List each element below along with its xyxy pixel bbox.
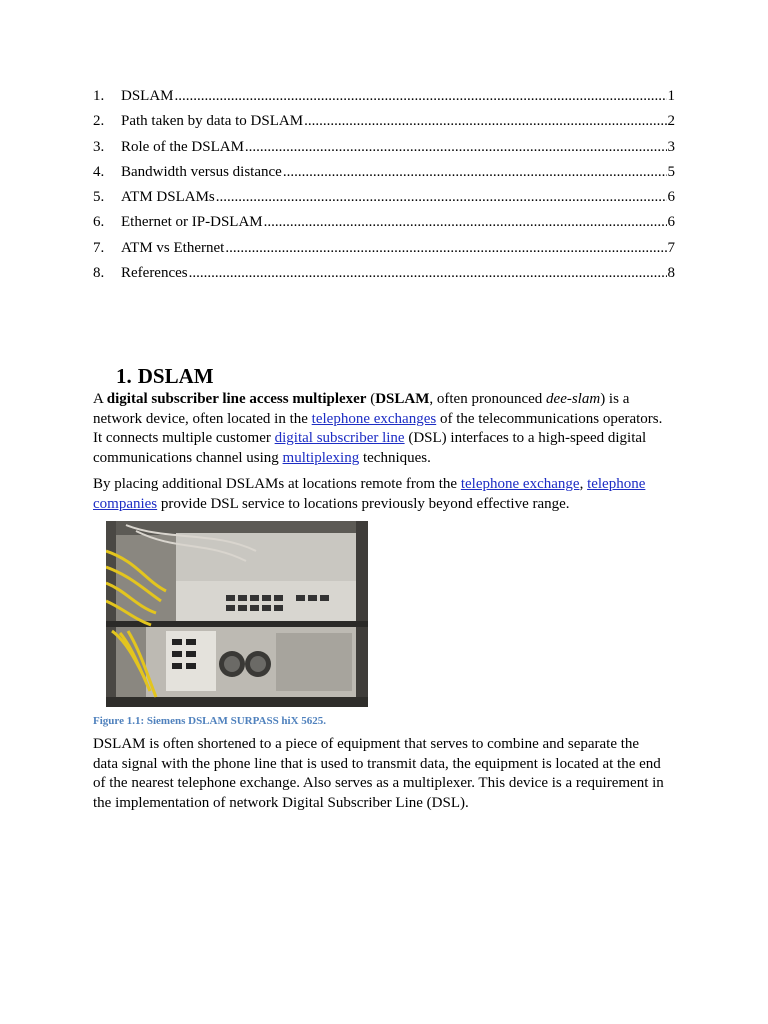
- toc-title: Ethernet or IP-DSLAM: [121, 214, 263, 231]
- section-heading: [116, 364, 214, 389]
- toc-number: 4.: [93, 163, 105, 180]
- text-run: By placing additional DSLAMs at locations remote from the: [93, 476, 461, 492]
- toc-title: Bandwidth versus distance: [121, 163, 282, 180]
- link-multiplexing[interactable]: multiplexing: [282, 449, 360, 466]
- section-number: 1.: [116, 364, 132, 388]
- toc-title: Role of the DSLAM: [121, 138, 244, 155]
- toc-entry[interactable]: [93, 212, 675, 237]
- pronunciation: dee-slam: [546, 391, 601, 407]
- toc-title: Path taken by data to DSLAM: [121, 113, 304, 130]
- text-run: (DSL) interfaces to a high-speed digital communications channel using: [93, 430, 647, 466]
- remote-dslam-paragraph: [93, 475, 665, 514]
- toc-leader: [245, 137, 667, 157]
- toc-leader: [264, 212, 667, 232]
- toc-number: 8.: [93, 265, 105, 282]
- text-run: A: [93, 391, 107, 407]
- toc-page: 3: [667, 138, 675, 155]
- toc-number: 7.: [93, 239, 105, 256]
- toc-entry[interactable]: [93, 238, 675, 263]
- dslam-equipment-photo: [106, 521, 368, 707]
- text-run: (: [366, 391, 376, 407]
- table-of-contents: [93, 86, 675, 288]
- toc-entry[interactable]: [93, 263, 675, 288]
- toc-title: References: [121, 265, 188, 282]
- toc-page: 1: [667, 88, 675, 104]
- section-title: DSLAM: [137, 364, 214, 388]
- text-run: ) is a network device, often located in the: [93, 391, 630, 427]
- toc-leader: [225, 238, 666, 258]
- toc-leader: [189, 263, 667, 283]
- text-run: ,: [579, 476, 588, 492]
- toc-title: ATM vs Ethernet: [121, 239, 225, 256]
- toc-entry[interactable]: [93, 111, 675, 136]
- toc-leader: [283, 162, 667, 182]
- toc-number: 1.: [93, 88, 105, 104]
- link-telephone-exchanges[interactable]: telephone exchanges: [311, 410, 437, 427]
- link-telephone-companies[interactable]: telephone companies: [93, 476, 646, 512]
- dslam-rack-illustration: [106, 521, 368, 707]
- bold-term: digital subscriber line access multiplexer: [106, 391, 367, 407]
- text-run: techniques.: [359, 449, 431, 466]
- bold-abbreviation: DSLAM: [375, 391, 430, 407]
- toc-page: 2: [667, 113, 675, 130]
- text-run: , often pronounced: [429, 391, 547, 407]
- toc-leader: [175, 86, 667, 106]
- toc-page: 7: [667, 239, 675, 256]
- toc-number: 3.: [93, 138, 105, 155]
- toc-entry[interactable]: [93, 86, 675, 111]
- link-digital-subscriber-line[interactable]: digital subscriber line: [274, 430, 405, 446]
- dslam-description-paragraph: DSLAM is often shortened to a piece of equipment that serves to combine and separate the data signal with the phone line that is used to transmit data, the equipment is located at the end of the nearest telephone exchange. Also serves as a multiplexer. This device is a requirement in the implementation of network Digital Subscriber Line (DSL).: [93, 736, 664, 811]
- toc-page: 8: [667, 265, 675, 282]
- link-telephone-exchange[interactable]: telephone exchange: [460, 476, 580, 492]
- toc-entry[interactable]: [93, 162, 675, 187]
- figure-caption: Figure 1.1: Siemens DSLAM SURPASS hiX 5625.: [93, 715, 327, 727]
- text-run: of the telecommunications operators. It connects multiple customer: [93, 410, 663, 446]
- toc-page: 6: [667, 189, 675, 206]
- intro-paragraph: [93, 390, 665, 468]
- toc-title: DSLAM: [121, 88, 174, 104]
- toc-number: 6.: [93, 214, 105, 231]
- toc-leader: [304, 111, 666, 131]
- text-run: provide DSL service to locations previously beyond effective range.: [157, 495, 570, 512]
- toc-title: ATM DSLAMs: [121, 189, 215, 206]
- toc-page: 6: [667, 214, 675, 231]
- toc-number: 2.: [93, 113, 105, 130]
- toc-page: 5: [667, 163, 675, 180]
- toc-leader: [216, 187, 667, 207]
- toc-entry[interactable]: [93, 187, 675, 212]
- toc-entry[interactable]: [93, 137, 675, 162]
- toc-number: 5.: [93, 189, 105, 206]
